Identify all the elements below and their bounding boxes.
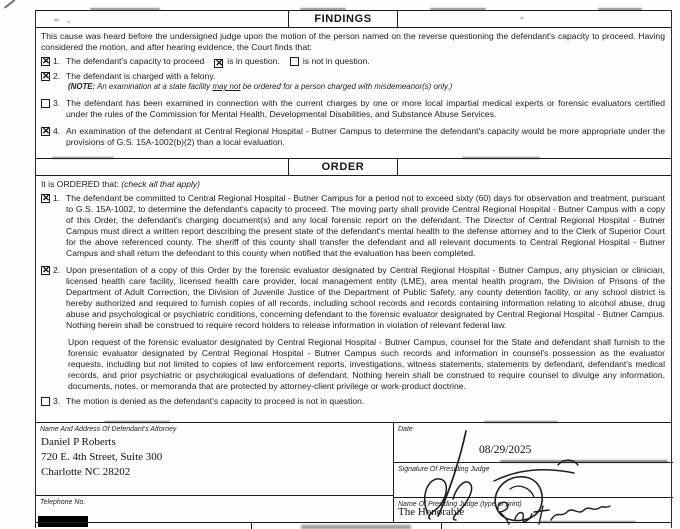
order-checkbox-2[interactable]: ✕	[42, 264, 50, 276]
note-text-b: be ordered for a person charged with misdemeanor(s) only.)	[240, 82, 453, 91]
telephone-label: Telephone No.	[40, 499, 86, 506]
findings-item-1-number: 1.	[53, 56, 61, 66]
not-in-question-label: is not in question.	[302, 56, 370, 66]
findings-checkbox-4[interactable]: ✕	[42, 125, 50, 137]
attorney-street: 720 E. 4th Street, Suite 300	[41, 451, 163, 463]
scan-smudge	[500, 460, 668, 462]
order-item-2-paragraph-2: Upon request of the forensic evaluator designated by Central Regional Hospital - Butner Campus, counsel for the State and defendant shall furnish to the forensic evaluator designated by Central Regional Hospital - Butner Campus such records and information in counsel's possession as the evaluator requests, including but not limited to copies of law enforcement reports, investigations, witness statements, statements by defendant, defendant's medical records, and prior psychiatric or psychological evaluations of defendant. Nothing herein shall be construed to require counsel to divulge any information, documents, notes, or memoranda that are protected by attorney-client privilege or work-product doctrine.	[68, 337, 665, 391]
cutoff-bottom-row	[36, 522, 671, 528]
findings-item-2-number: 2.	[53, 71, 61, 81]
note-underlined: may not	[212, 82, 241, 91]
findings-intro-text: This cause was heard before the undersigned judge upon the motion of the person named on the reverse questioning the defendant's capacity to proceed. Having considered the motion, and after hearing evidence, the Court finds that:	[41, 31, 665, 52]
scan-smudge	[598, 8, 642, 10]
order-item-2-text: Upon presentation of a copy of this Order by the forensic evaluator designated by Central Regional Hospital - Butner Campus, any physician or clinician, licensed health care facility, licensed health care provider, local management entity (LME), area mental health program, the Division of Prisons of the Department of Adult Correction, the Division of Juvenile Justice of the Department of Public Safety, any county detention facility, or any school district is hereby authorized and required to furnish copies of all records, including school records and records containing information relating to alcohol abuse, drug abuse and psychological or psychiatric conditions, concerning defendant to the forensic evaluator designated by Central Regional Hospital - Butner Campus. Nothing herein shall be construed to require record holders to release information in violation of relevant federal law.	[66, 265, 665, 330]
attorney-name: Daniel P Roberts	[41, 436, 116, 448]
note-text-a: An examination at a state facility	[95, 82, 213, 91]
order-item-3	[36, 396, 671, 407]
judge-name-label: Name Of Presiding Judge (type or print)	[398, 501, 522, 508]
findings-item-4-number: 4.	[53, 126, 61, 136]
attorney-address-cell	[36, 423, 393, 496]
scan-smudge	[484, 421, 558, 423]
note-prefix: (NOTE:	[68, 82, 96, 91]
telephone-cell	[36, 496, 393, 523]
scan-pen-mark	[4, 0, 15, 8]
order-item-1-text: The defendant be committed to Central Regional Hospital - Butner Campus for a period not to exceed sixty (60) days for observation and treatment, pursuant to G.S. 15A-1002, to determine the defendant's capacity to proceed. The moving party shall provide Central Regional Hospital - Butner Campus with a copy of this Order, the defendant's charging document(s) and any local forensic report on the defendant. The Director of Central Regional Hospital - Butner Campus must direct a written report describing the present state of the defendant's mental health to the defense attorney and to the Clerk of Superior Court for the above referenced county. The sheriff of this county shall transfer the defendant and all relevant documents to Central Regional Hospital - Butner Campus and shall return the defendant to this county when notified that the evaluation has been completed.	[66, 193, 665, 258]
capacity-text: The defendant's capacity to proceed	[66, 56, 205, 66]
order-intro-text: It is ORDERED that:	[41, 179, 119, 189]
date-label: Date	[398, 426, 413, 433]
findings-item-3-text: The defendant has been examined in connection with the current charges by one or more local impartial medical experts or forensic evaluators certified under the rules of the Commission for Mental Health, Developmental Disabilities, and Substance Abuse Services.	[66, 98, 665, 119]
order-section-title: ORDER	[289, 159, 398, 175]
order-intro-line	[36, 176, 671, 190]
scan-smudge	[462, 157, 540, 159]
scan-smudge	[52, 157, 114, 159]
findings-header-left-cell	[36, 11, 289, 27]
scan-speck	[67, 21, 70, 23]
signature-block	[36, 422, 671, 522]
order-checkbox-1[interactable]: ✕	[42, 192, 50, 204]
scan-smudge	[300, 8, 346, 10]
findings-header-row	[36, 10, 671, 28]
order-intro-note: (check all that apply)	[121, 179, 201, 189]
order-item-1	[36, 193, 671, 259]
findings-checkbox-2[interactable]: ✕	[42, 70, 50, 82]
findings-item-3	[36, 98, 671, 120]
findings-section-title: FINDINGS	[289, 11, 398, 27]
findings-checkbox-1[interactable]: ✕	[42, 55, 50, 67]
order-checkbox-3[interactable]	[41, 397, 50, 406]
judge-name-value: The Honorable	[398, 506, 465, 518]
order-item-2-number: 2.	[53, 265, 61, 275]
order-header-row	[36, 158, 671, 176]
attorney-label: Name And Address Of Defendant's Attorney	[40, 426, 177, 433]
not-in-question-checkbox[interactable]	[290, 57, 299, 66]
order-item-3-number: 3.	[53, 396, 61, 406]
findings-section	[36, 28, 671, 158]
attorney-city: Charlotte NC 28202	[41, 466, 131, 478]
scan-smudge	[540, 521, 636, 523]
cutoff-row-divider-2	[441, 523, 442, 529]
order-item-3-text: The motion is denied as the defendant's capacity to proceed is not in question.	[66, 396, 365, 406]
attorney-address-lines	[36, 433, 393, 480]
cutoff-row-divider-1	[251, 523, 252, 529]
order-header-right-cell	[398, 159, 671, 175]
findings-item-1	[36, 56, 671, 68]
scan-smudge	[104, 421, 170, 423]
findings-item-1-text	[66, 56, 665, 68]
form-outline	[35, 10, 672, 528]
findings-item-4	[36, 126, 671, 148]
judge-signature-handwriting	[394, 423, 673, 523]
scan-speck	[54, 19, 59, 21]
findings-header-right-cell	[398, 11, 671, 27]
judge-signature-label: Signature Of Presiding Judge	[398, 466, 490, 473]
findings-item-4-text: An examination of the defendant at Central Regional Hospital - Butner Campus to determine the defendant's capacity would be more appropriate under the provisions of G.S. 15A-1002(b)(2) than a local evaluation.	[66, 126, 665, 147]
scan-smudge	[430, 8, 486, 10]
in-question-checkbox[interactable]: ✕	[215, 58, 224, 69]
order-header-left-cell	[36, 159, 289, 175]
findings-item-2	[36, 71, 671, 82]
order-section	[36, 176, 671, 422]
findings-checkbox-3[interactable]	[41, 99, 50, 108]
scan-speck	[520, 17, 524, 19]
findings-item-2-note	[68, 82, 665, 92]
attorney-column	[36, 423, 394, 522]
date-value: 08/29/2025	[479, 444, 532, 456]
findings-item-2-text: The defendant is charged with a felony.	[66, 71, 216, 81]
cutoff-row-text-hint	[301, 525, 411, 529]
order-item-2	[36, 265, 671, 331]
in-question-label: is in question.	[227, 56, 280, 66]
order-item-1-number: 1.	[53, 193, 61, 203]
findings-item-3-number: 3.	[53, 98, 61, 108]
